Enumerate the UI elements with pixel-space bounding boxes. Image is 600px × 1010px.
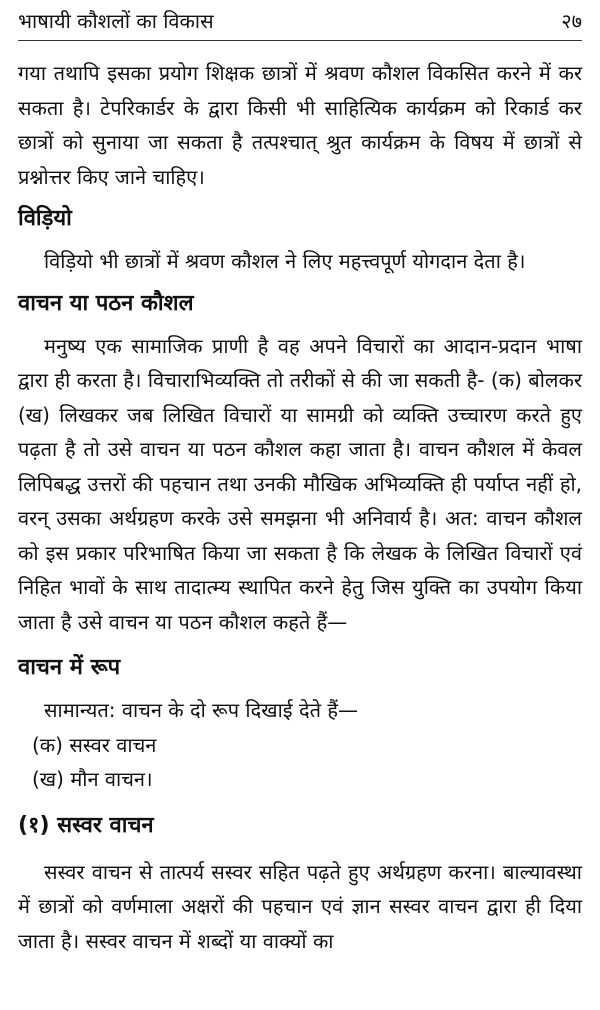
heading-reading-skill: वाचन या पठन कौशल (18, 290, 194, 316)
running-title: भाषायी कौशलों का विकास (18, 9, 214, 33)
list-item: (ख) मौन वाचन। (32, 767, 153, 791)
heading-reading-forms: वाचन में रूप (18, 655, 121, 680)
paragraph-loud-reading: सस्वर वाचन से तात्पर्य सस्वर सहित पढ़ते हुए अर्थग्रहण करना। बाल्यावस्था में छात्रों को वर्णमाला अक्षरों की पहचान एवं ज्ञान सस्वर वाचन द्वारा ही दिया जाता है। सस्वर वाचन में शब्दों या वाक्यों का (18, 859, 582, 953)
paragraph-tape-recorder: गया तथापि इसका प्रयोग शिक्षक छात्रों में श्रवण कौशल विकसित करने में कर सकता है। टेपरिकार्डर के द्वारा किसी भी साहित्यिक कार्यक्रम को रिकार्ड कर छात्रों को सुनाया जा सकता है तत्पश्चात् श्रुत कार्यक्रम के विषय में छात्रों से प्रश्नोत्तर किए जाने चाहिए। (18, 61, 582, 189)
paragraph-reading-forms: सामान्यत: वाचन के दो रूप दिखाई देते हैं— (44, 698, 358, 722)
paragraph-reading-skill: मनुष्य एक सामाजिक प्राणी है वह अपने विचारों का आदान-प्रदान भाषा द्वारा ही करता है। विचाराभिव्यक्ति तो तरीकों से की जा सकती है- (क) बोलकर (ख) लिखकर जब लिखित विचारों या सामग्री को व्यक्ति उच्चारण करते हुए पढ़ता है तो उसे वाचन या पठन कौशल कहा जाता है। वाचन कौशल में केवल लिपिबद्ध उत्तरों की पहचान तथा उनकी मौखिक अभिव्यक्ति ही पर्याप्त नहीं हो, वरन् उसका अर्थग्रहण करके उसे समझना भी अनिवार्य है। अत: वाचन कौशल को इस प्रकार परिभाषित किया जा सकता है कि लेखक के लिखित विचारों एवं निहित भावों के साथ तादात्म्य स्थापित करने हेतु जिस युक्ति का उपयोग किया जाता है उसे वाचन या पठन कौशल कहते हैं— (18, 333, 582, 634)
heading-video: विड़ियो (18, 206, 72, 231)
list-item: (क) सस्वर वाचन (32, 732, 157, 757)
page-body (18, 56, 582, 958)
running-header (18, 6, 582, 36)
heading-loud-reading: (१) सस्वर वाचन (18, 812, 154, 838)
header-divider (18, 40, 582, 41)
paragraph-video: विड़ियो भी छात्रों में श्रवण कौशल ने लिए महत्त्वपूर्ण योगदान देता है। (44, 249, 526, 273)
page-number: २७ (561, 9, 582, 33)
